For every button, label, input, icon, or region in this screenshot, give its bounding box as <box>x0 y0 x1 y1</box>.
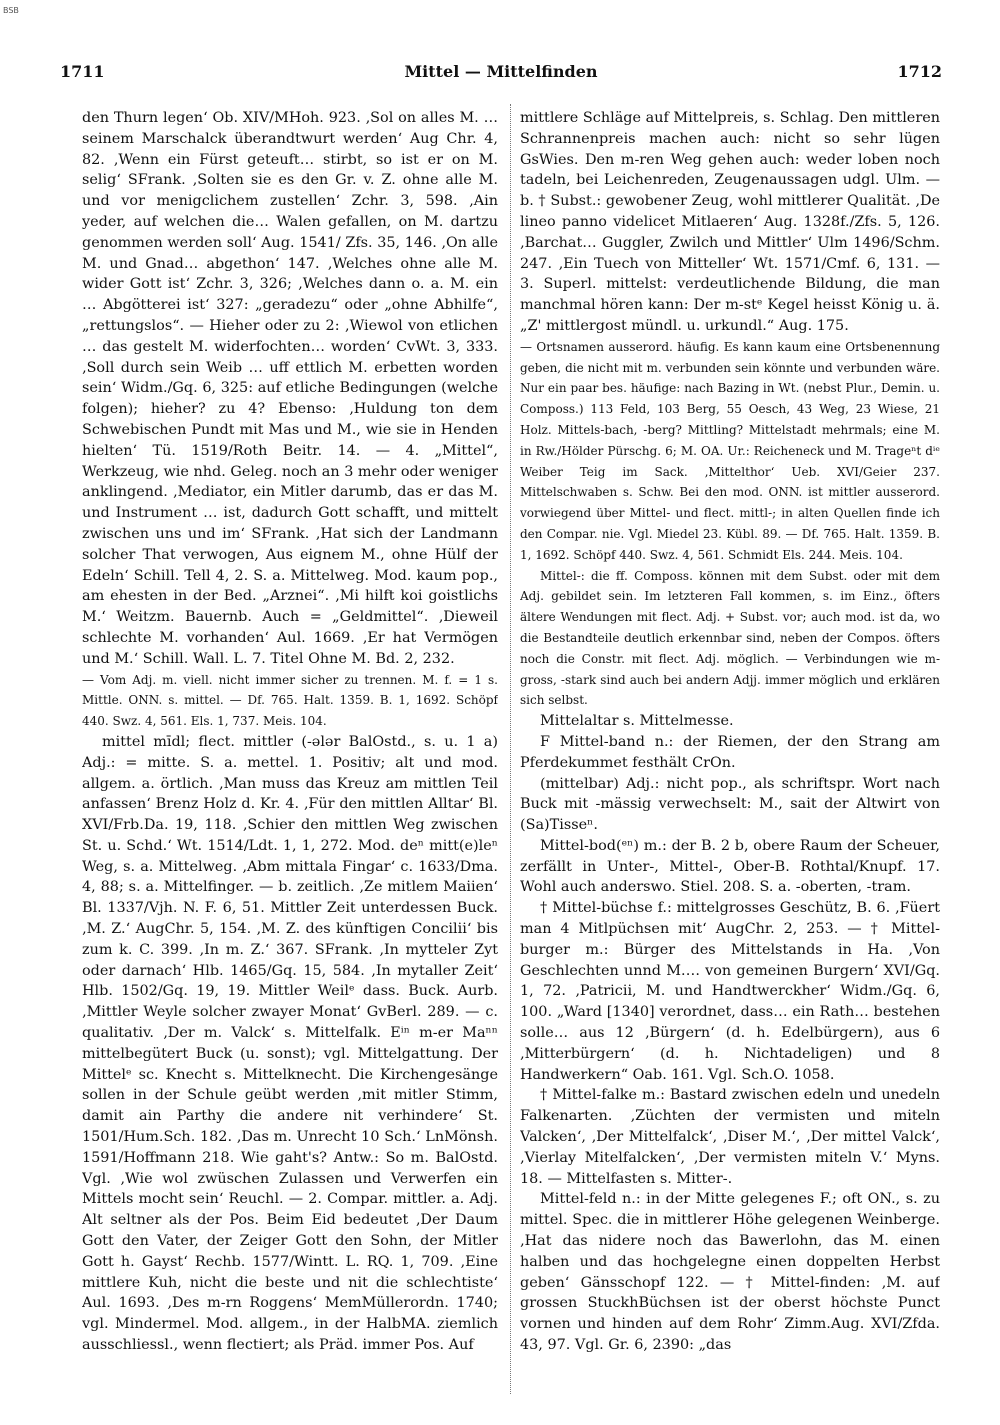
page-title: Mittel — Mittelfinden <box>404 62 598 81</box>
entry-mittel-feld: Mittel-feld n.: in der Mitte gelegenes F.; oft ON., s. zu mittel. Spec. die in mittlerer Höhe gelegenen Weinberge. ‚Hat das nidere noch das Bawerlohn, das M. einen halben und das hochgelegne einen doppelten Herbst geben‘ Gänsschopf 122. — † Mittel-finden: ‚M. auf grossen StuckhBüchsen ist der oberst höchste Punct vornen und hinden auf dem Rohr‘ Zimm.Aug. XVI/Zfda. 43, 97. Vgl. Gr. 6, 2390: „das <box>520 1191 940 1354</box>
page-number-left: 1711 <box>60 62 105 81</box>
entry-mittel-boden: Mittel-bod(ᵉⁿ) m.: der B. 2 b, obere Raum der Scheuer, zerfällt in Unter-, Mittel-, Ober-B. Rothtal/Knupf. 17. Wohl auch anderswo. Stiel. 208. S. a. -oberten, -tram. <box>520 837 940 896</box>
entry-paragraph: den Thurn legen‘ Ob. XIV/MHoh. 923. ‚Sol on alles M. … seinem Marschalck überandtwurt werden‘ Aug Chr. 4, 82. ‚Wenn ein Fürst geteuft… stirbt, so ist er on M. selig‘ SFrank. ‚Solten sie es den Gr. v. Z. ohne alle M. und vor menigclichem zustellen‘ Zchr. 3, 598. ‚Ain yeder, auf welchen die… Walen gefallen, on M. dartzu genommen werden soll‘ Aug. 1541/ Zfs. 35, 146. ‚On alle M. und Gnad… abgethon‘ 147. ‚Welches ohne alle M. wider Gott ist‘ Zchr. 3, 326; ‚Welches dann o. a. M. ein … Abgötterei ist‘ 327: „geradezu“ oder „ohne Abhilfe“, „rettungslos“. — Hieher oder zu 2: ‚Wiewol von etlichen … das gestelt M. widerfochten… worden‘ CvWt. 3, 333. ‚Soll durch sein Weib … uff ettlich M. erbetten worden sein‘ Widm./Gq. 6, 325: auf etliche Bedingungen (welche folgen); hieher? zu 4? Ebenso: ‚Huldung ton dem Schwebischen Pundt mit Mas und M., wie sie in Henden hielten‘ Tü. 1519/Roth Beitr. 14. — 4. „Mittel“, Werkzeug, wie nhd. Geleg. noch an 3 mehr oder weniger anklingend. ‚Mediator, ein Mitler darumb, das er das M. und Instrument … ist, dadurch Gott schafft, und mittelt zwischen uns und im‘ SFrank. ‚Hat sich der Landmann solcher That verwogen, Aus eignem M., ohne Hülf der Edeln‘ Schill. Tell 4, 2. S. a. Mittelweg. Mod. kaum pop., am ehesten in der Bed. „Arznei“. ‚Mi hilft koi goistlichs M.‘ Weitzm. Bauernb. Auch = „Geldmittel“. ‚Dieweil schlechte M. vorhanden‘ Aul. 1669. ‚Er hat Vermögen und M.‘ Schill. Wall. L. 7. Titel Ohne M. Bd. 2, 232. <box>82 110 498 667</box>
entry-paragraph: mittlere Schläge auf Mittelpreis, s. Schlag. Den mittleren Schrannenpreis machen auch: nicht so sehr lügen GsWies. Den m-ren Weg gehen auch: weder loben noch tadeln, bei Leichenreden, Zeugenaussagen udgl. Ulm. — b. † Subst.: gewobener Zeug, wohl mittlerer Qualität. ‚De lineo panno videlicet Mitlaeren‘ Aug. 1328f./Zfs. 5, 126. ‚Barchat… Guggler, Zwilch und Mittler‘ Ulm 1496/Schm. 247. ‚Ein Tuech von Mitteller‘ Wt. 1571/Cmf. 6, 131. — 3. Superl. mittelst: verdeutlichende Bildung, die man manchmal hören kann: Der m-stᵉ Kegel heisst König u. ä. „Z' mittlergost mündl. u. urkundl.“ Aug. 175. <box>520 110 940 334</box>
running-header <box>60 62 942 86</box>
entry-mittel-prefix: Mittel-: die ff. Composs. können mit dem Subst. oder mit dem Adj. gebildet sein. Im letzteren Fall kommen, s. im Einz., öfters ältere Wendungen mit flect. Adj. + Subst. vor; auch mod. ist da, wo die Bestandteile deutlich erkennbar sind, neben der Compos. öfters noch die Constr. mit flect. Adj. möglich. — Verbindungen wie m-gross, -stark sind auch bei andern Adjj. immer möglich und erklären sich selbst. <box>520 568 940 708</box>
entry-mittelaltar: Mittelaltar s. Mittelmesse. <box>540 713 734 730</box>
left-column <box>82 108 498 1393</box>
entry-mittel-band: F Mittel-band n.: der Riemen, der den Strang am Pferdekummet festhält CrOn. <box>520 733 940 771</box>
entry-mittel-falke: † Mittel-falke m.: Bastard zwischen edeln und unedeln Falkenarten. ‚Züchten der vermisten und miteln Valcken‘, ‚Der Mittelfalck‘, ‚Diser M.‘, ‚Der mittel Valck‘, ‚Vierlay Mitelfalcken‘, ‚Der vermisten miteln V.‘ Myns. 18. — Mittelfasten s. Mitter-. <box>520 1087 940 1187</box>
page-number-right: 1712 <box>897 62 942 81</box>
entry-references: — Vom Adj. m. viell. nicht immer sicher zu trennen. M. f. = 1 s. Mittle. ONN. s. mittel. — Df. 765. Halt. 1359. B. 1, 1692. Schöpf 440. Swz. 4, 561. Els. 1, 737. Meis. 104. <box>82 672 498 729</box>
entry-mittel: mittel mīdl; flect. mittler (-ələr BalOstd., s. u. 1 a) Adj.: = mitte. S. a. mettel. 1. Positiv; alt und mod. allgem. a. örtlich. ‚Man muss das Kreuz am mittlen Teil anfassen‘ Brenz Holz d. Kr. 4. ‚Für den mittlen Alltar‘ Bl. XVI/Frb.Da. 19, 118. ‚Schier den mittlen Weg zwischen St. u. Schd.‘ Wt. 1514/Ldt. 1, 1, 272. Mod. deⁿ mitt(e)leⁿ Weg, s. a. Mittelweg. ‚Abm mittala Fingar‘ c. 1633/Dma. 4, 88; s. a. Mittelfinger. — b. zeitlich. ‚Ze mitlem Maiien‘ Bl. 1337/Vjh. N. F. 6, 51. Mittler Zeit unterdessen Buck. ‚M. Z.‘ AugChr. 5, 154. ‚M. Z. des künftigen Concilii‘ bis zum k. C. 399. ‚In m. Z.‘ 367. SFrank. ‚In mytteler Zyt oder darnach‘ Hlb. 1465/Gq. 15, 584. ‚In mytaller Zeit‘ Hlb. 1502/Gq. 19, 19. Mittler Weilᵉ dass. Buck. Aurb. ‚Mittler Weyle solcher zwayer Monat‘ GvBerl. 289. — c. qualitativ. ‚Der m. Valck‘ s. Mittelfalk. Eⁱⁿ m-er Maⁿⁿ mittelbegütert Buck (u. sonst); vgl. Mittelgattung. Der Mittelᵉ sc. Knecht s. Mittelknecht. Die Kirchengesänge sollen in der Schule geübt werden ‚mit mitler Stimm, damit ain Parthy die andere nit verhindere‘ St. 1501/Hum.Sch. 182. ‚Das m. Unrecht 10 Sch.‘ LnMönsh. 1591/Hoffmann 218. Wie gaht's? Antw.: So m. BalOstd. Vgl. ‚Wie wol zwüschen Zulassen und Verwerfen ein Mittels mocht sein‘ Reuchl. — 2. Compar. mittler. a. Adj. Alt seltner als der Pos. Beim Eid bedeutet ‚Der Daum Gott den Vater, der Zeiger Gott den Sohn, der Mitler Gott h. Gayst‘ Rechb. 1577/Wintt. L. RQ. 1, 709. ‚Eine mittlere Kuh, nicht die beste und nit die schlechtiste‘ Aul. 1693. ‚Des m-rn Roggens‘ MemMüllerordn. 1740; vgl. Mindermel. Mod. allgem., in der HalbMA. ziemlich ausschliessl., wenn flectiert; als Präd. immer Pos. Auf <box>82 733 498 1354</box>
column-divider <box>510 104 511 1394</box>
entry-mittel-buechse: † Mittel-büchse f.: mittelgrosses Geschütz, B. 6. ‚Füert man 4 Mitlpüchsen mit‘ AugChr. 2, 253. — † Mittel-burger m.: Bürger des Mittelstands in Ha. ‚Von Geschlechten unnd M…. von gemeinen Burgern‘ XVI/Gq. 1, 72. ‚Patricii, M. und Handtwerckher‘ Widm./Gq. 6, 100. „Ward [1340] verordnet, dass… ein Rath… bestehen solle… aus 12 ‚Bürgern‘ (d. h. Edelbürgern), aus 6 ‚Mitterbürgern‘ (d. h. Nichtadeligen) und 8 Handwerkern“ Oab. 161. Vgl. Sch.O. 1058. <box>520 900 940 1083</box>
entry-mittelbar: (mittelbar) Adj.: nicht pop., als schriftspr. Wort nach Buck mit -mässig verwechselt: M., sait der Altwirt von (Sa)Tisseⁿ. <box>520 775 940 834</box>
right-column <box>520 108 940 1393</box>
library-stamp: BSB <box>3 6 19 15</box>
entry-ortsnamen: — Ortsnamen ausserord. häufig. Es kann kaum eine Ortsbenennung geben, die nicht mit m. verbunden sein könnte und verbunden wäre. Nur ein paar bes. häufige: nach Bazing in Wt. (nebst Plur., Demin. u. Composs.) 113 Feld, 103 Berg, 55 Oesch, 43 Weg, 23 Wiese, 21 Holz. Mittels-bach, -berg? Mittling? Mittelstadt mehrmals; eine M. in Rw./Hölder Pürschg. 6; M. OA. Ur.: Reicheneck und M. Trageⁿt dⁱᵉ Weiber Teig im Sack. ‚Mittelthor‘ Ueb. XVI/Geier 237. Mittelschwaben s. Schw. Bei den mod. ONN. ist mittler ausserord. vorwiegend über Mittel- und flect. mittl-; in alten Quellen finde ich den Compar. nie. Vgl. Miedel 23. Kübl. 89. — Df. 765. Halt. 1359. B. 1, 1692. Schöpf 440. Swz. 4, 561. Schmidt Els. 244. Meis. 104. <box>520 339 940 562</box>
